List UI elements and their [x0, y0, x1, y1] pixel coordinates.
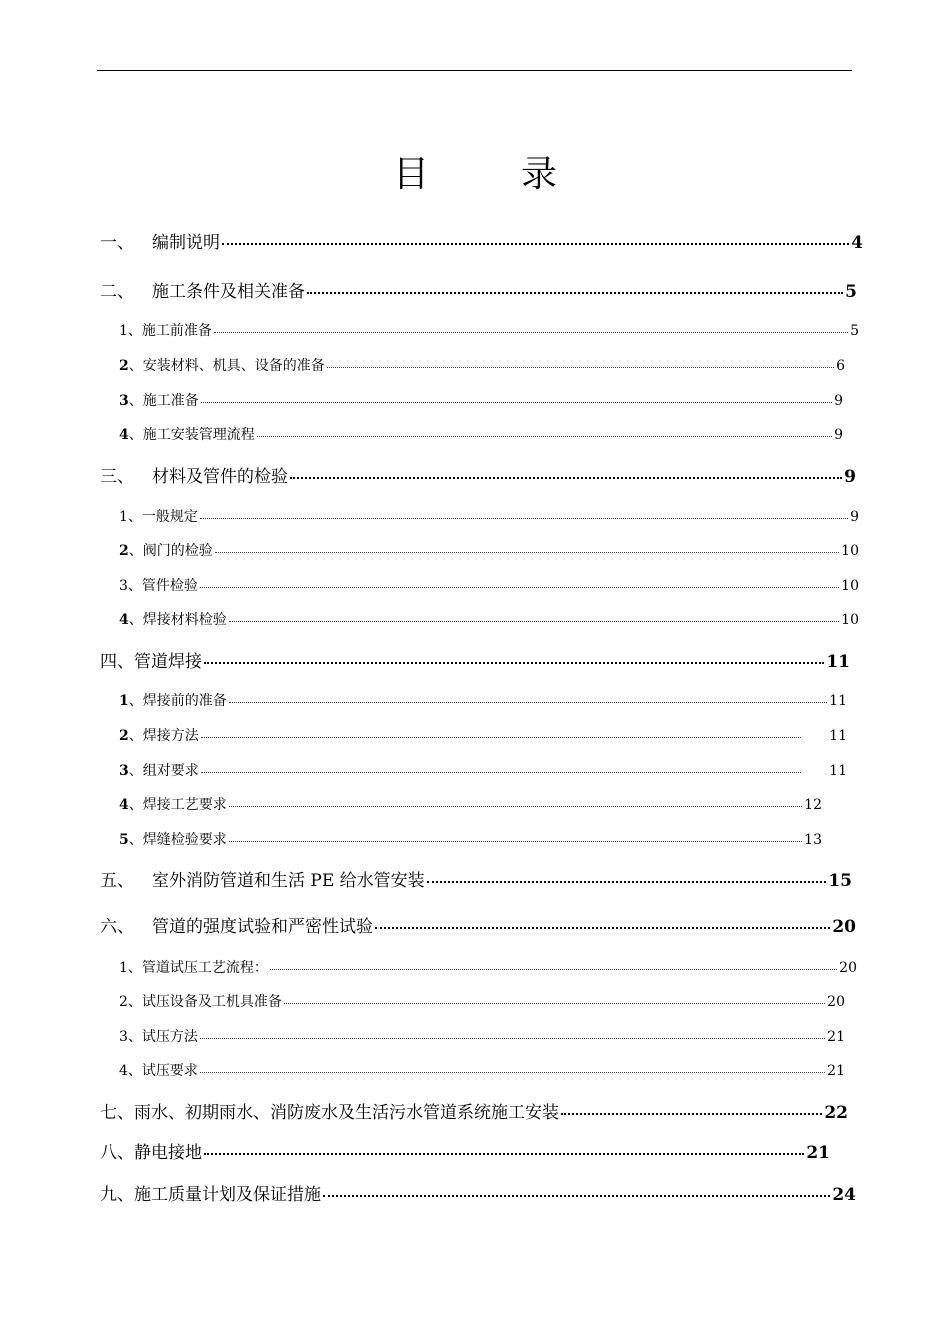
toc-entry-number: 1	[119, 509, 128, 525]
toc-entry-page: 13	[804, 832, 822, 848]
toc-entry[interactable]	[119, 390, 843, 410]
toc-entry-page: 21	[806, 1143, 830, 1163]
toc-entry-number: 4	[119, 427, 129, 443]
toc-entry-page: 21	[827, 1029, 845, 1045]
toc-entry-page: 20	[839, 960, 857, 976]
toc-entry-label: 管道的强度试验和严密性试验	[152, 917, 373, 937]
toc-entry[interactable]	[119, 760, 847, 780]
toc-entry-number: 4	[119, 612, 129, 628]
toc-entry-label: 编制说明	[152, 233, 220, 253]
toc-entry[interactable]	[100, 866, 852, 891]
toc-entry-page: 10	[841, 578, 859, 594]
toc-entry-number: 4	[119, 797, 129, 813]
toc-dot-leader	[327, 361, 834, 368]
toc-entry-label: 室外消防管道和生活 PE 给水管安装	[152, 871, 425, 891]
toc-entry[interactable]	[119, 424, 843, 444]
toc-entry-label: 、施工准备	[128, 393, 199, 409]
toc-entry-label: 、施工前准备	[127, 323, 212, 339]
toc-entry-page: 10	[841, 612, 859, 628]
toc-entry[interactable]	[119, 794, 822, 814]
toc-entry[interactable]	[119, 320, 859, 340]
toc-entry-page: 6	[836, 358, 845, 374]
toc-entry-label: 、试压方法	[127, 1029, 198, 1045]
toc-dot-leader	[307, 286, 843, 294]
toc-entry[interactable]	[100, 277, 857, 302]
toc-entry[interactable]	[100, 1098, 848, 1123]
toc-entry-page: 22	[824, 1103, 848, 1123]
toc-entry-number: 六、	[100, 917, 134, 937]
toc-entry-label: 施工质量计划及保证措施	[134, 1185, 321, 1205]
toc-entry-number: 二、	[100, 282, 134, 302]
toc-entry-label: 雨水、初期雨水、消防废水及生活污水管道系统施工安装	[134, 1103, 559, 1123]
toc-entry-label: 、焊接工艺要求	[128, 797, 227, 813]
toc-entry-page: 11	[826, 652, 850, 672]
toc-entry-label: 、组对要求	[128, 763, 199, 779]
toc-entry[interactable]	[119, 1060, 845, 1080]
toc-entry-page: 5	[850, 323, 859, 339]
toc-entry[interactable]	[119, 957, 857, 977]
toc-entry-page: 11	[829, 693, 847, 709]
toc-entry-number: 一、	[100, 233, 134, 253]
toc-entry-page: 10	[841, 543, 859, 559]
toc-title	[0, 146, 950, 197]
toc-entry-number: 1	[119, 693, 129, 709]
toc-dot-leader	[200, 1032, 825, 1039]
toc-entry[interactable]	[100, 1180, 856, 1205]
toc-entry-label: 、焊接前的准备	[128, 693, 227, 709]
toc-entry-label: 、焊接方法	[128, 728, 199, 744]
toc-entry-page: 4	[851, 233, 863, 253]
toc-dot-leader	[229, 800, 802, 807]
toc-entry-label: 、阀门的检验	[128, 543, 213, 559]
header-rule	[97, 70, 852, 71]
toc-entry-number: 2	[119, 358, 129, 374]
toc-entry-number: 3	[119, 763, 129, 779]
toc-dot-leader	[284, 997, 825, 1004]
toc-entry-number: 1	[119, 323, 128, 339]
toc-entry-label: 、管道试压工艺流程：	[127, 960, 268, 976]
toc-entry-number: 三、	[100, 467, 134, 487]
toc-entry[interactable]	[119, 829, 822, 849]
toc-entry-page: 11	[829, 763, 847, 779]
toc-entry-number: 九、	[100, 1185, 134, 1205]
toc-entry[interactable]	[119, 540, 859, 560]
toc-entry-number: 3	[119, 1029, 128, 1045]
toc-entry-number: 2	[119, 994, 128, 1010]
toc-entry-page: 9	[834, 427, 843, 443]
toc-entry-page: 9	[844, 467, 856, 487]
toc-dot-leader	[214, 326, 848, 333]
toc-entry-label: 材料及管件的检验	[152, 467, 288, 487]
toc-entry[interactable]	[119, 725, 847, 745]
toc-entry-page: 15	[828, 871, 852, 891]
toc-entry-number: 2	[119, 728, 129, 744]
toc-dot-leader	[375, 921, 830, 929]
toc-dot-leader	[201, 766, 801, 773]
toc-entry-page: 21	[827, 1063, 845, 1079]
toc-entry-label: 、试压设备及工机具准备	[127, 994, 282, 1010]
toc-entry-page: 12	[804, 797, 822, 813]
toc-entry-page: 5	[845, 282, 857, 302]
toc-dot-leader	[201, 396, 832, 403]
toc-entry[interactable]	[100, 1138, 830, 1163]
toc-entry-number: 五、	[100, 871, 134, 891]
toc-entry[interactable]	[100, 647, 850, 672]
toc-entry-label: 施工条件及相关准备	[152, 282, 305, 302]
toc-dot-leader	[204, 656, 824, 664]
toc-entry-number: 四、	[100, 652, 134, 672]
toc-entry-label: 、安装材料、机具、设备的准备	[128, 358, 325, 374]
toc-entry-page: 24	[832, 1185, 856, 1205]
toc-dot-leader	[229, 835, 802, 842]
toc-entry-number: 八、	[100, 1143, 134, 1163]
toc-entry-page: 20	[832, 917, 856, 937]
toc-entry[interactable]	[100, 228, 863, 253]
toc-entry-number: 5	[119, 832, 129, 848]
toc-entry-label: 、试压要求	[127, 1063, 198, 1079]
toc-title-char-2: 录	[521, 154, 558, 195]
toc-entry[interactable]	[100, 912, 856, 937]
toc-entry-label: 、焊缝检验要求	[128, 832, 227, 848]
toc-entry-page: 9	[850, 509, 859, 525]
toc-entry-number: 七、	[100, 1103, 134, 1123]
toc-dot-leader	[561, 1107, 822, 1115]
toc-entry-page: 11	[829, 728, 847, 744]
toc-entry-label: 静电接地	[134, 1143, 202, 1163]
toc-title-char-1: 目	[392, 154, 429, 195]
toc-entry[interactable]	[119, 609, 859, 629]
toc-dot-leader	[215, 546, 839, 553]
toc-dot-leader	[257, 430, 832, 437]
toc-entry-label: 、施工安装管理流程	[128, 427, 255, 443]
toc-entry-label: 、焊接材料检验	[128, 612, 227, 628]
toc-entry-label: 、一般规定	[127, 509, 198, 525]
toc-dot-leader	[229, 615, 839, 622]
toc-dot-leader	[204, 1147, 804, 1155]
toc-dot-leader	[200, 1066, 825, 1073]
toc-entry-number: 2	[119, 543, 129, 559]
toc-entry[interactable]	[100, 462, 856, 487]
toc-entry-number: 3	[119, 578, 128, 594]
toc-entry[interactable]	[119, 991, 845, 1011]
toc-dot-leader	[427, 875, 827, 883]
toc-entry[interactable]	[119, 575, 859, 595]
toc-entry[interactable]	[119, 1026, 845, 1046]
toc-entry-page: 9	[834, 393, 843, 409]
toc-entry-page: 20	[827, 994, 845, 1010]
toc-entry-label: 、管件检验	[127, 578, 198, 594]
toc-dot-leader	[200, 512, 848, 519]
toc-entry-number: 4	[119, 1063, 128, 1079]
toc-dot-leader	[229, 696, 827, 703]
toc-dot-leader	[222, 237, 849, 245]
toc-dot-leader	[201, 731, 801, 738]
toc-dot-leader	[323, 1189, 830, 1197]
toc-entry[interactable]	[119, 355, 845, 375]
toc-dot-leader	[290, 471, 842, 479]
toc-dot-leader	[200, 581, 839, 588]
toc-entry[interactable]	[119, 690, 847, 710]
toc-entry[interactable]	[119, 506, 859, 526]
toc-entry-number: 1	[119, 960, 128, 976]
toc-dot-leader	[270, 963, 837, 970]
toc-entry-number: 3	[119, 393, 129, 409]
toc-entry-label: 管道焊接	[134, 652, 202, 672]
